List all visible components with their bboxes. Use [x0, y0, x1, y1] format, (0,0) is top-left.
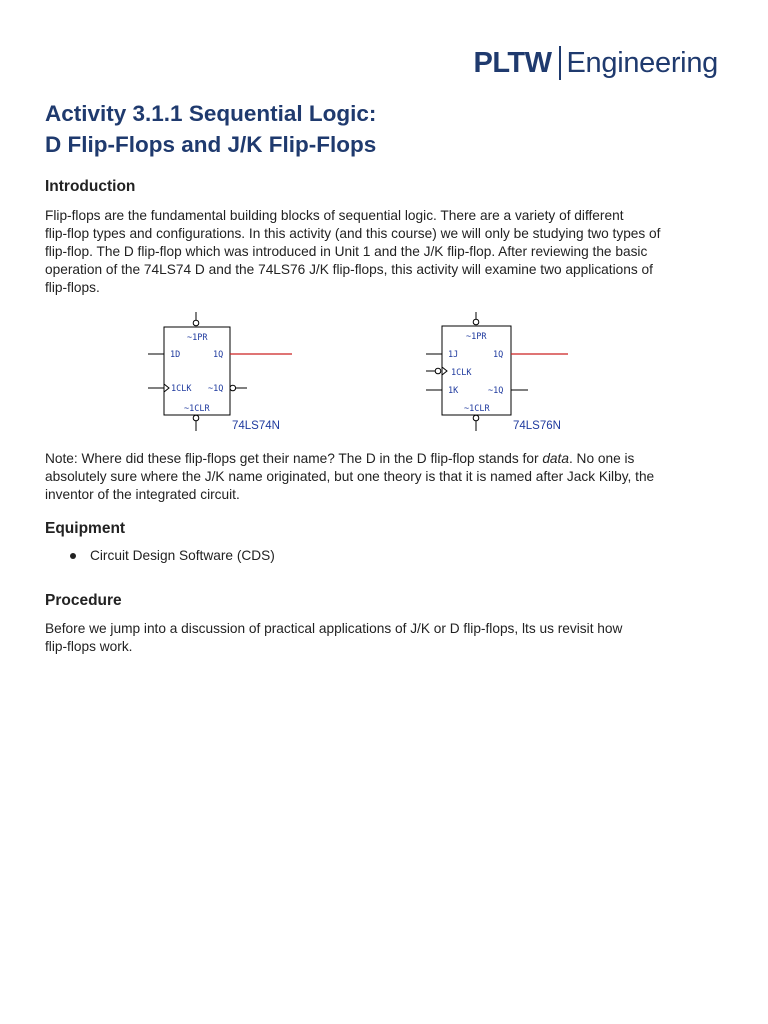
bullet-icon — [70, 553, 76, 559]
jk-pin-qbar: ~1Q — [488, 386, 504, 396]
procedure-heading: Procedure — [45, 592, 122, 609]
procedure-paragraph — [45, 620, 735, 656]
jk-part-number: 74LS76N — [513, 420, 561, 432]
jk-pin-pr: ~1PR — [466, 332, 487, 342]
title-line-1: Activity 3.1.1 Sequential Logic: — [45, 101, 377, 126]
title-line-2: D Flip-Flops and J/K Flip-Flops — [45, 132, 377, 157]
equipment-item-label: Circuit Design Software (CDS) — [90, 548, 275, 563]
d-pin-qbar: ~1Q — [208, 384, 224, 394]
jk-pin-k: 1K — [448, 386, 459, 396]
d-pr-inversion-bubble — [193, 320, 199, 326]
procedure-line: flip-flops work. — [45, 639, 133, 654]
logo-brand: PLTW — [473, 46, 552, 79]
intro-line: flip-flops. — [45, 280, 100, 295]
equipment-list-item — [70, 548, 275, 563]
equipment-heading: Equipment — [45, 520, 126, 537]
d-pin-clk: 1CLK — [171, 384, 192, 394]
intro-line: operation of the 74LS74 D and the 74LS76 J/K flip-flops, this activity will examine two applications of — [45, 262, 653, 277]
note-paragraph — [45, 450, 735, 504]
introduction-heading: Introduction — [45, 178, 136, 195]
jk-flipflop-diagram — [418, 310, 578, 435]
page-title — [45, 98, 376, 160]
logo-subtitle: Engineering — [566, 46, 718, 79]
d-clr-inversion-bubble — [193, 415, 199, 421]
intro-line: Flip-flops are the fundamental building blocks of sequential logic. There are a variety of different — [45, 208, 624, 223]
note-line-1 — [45, 450, 735, 468]
logo-divider — [559, 46, 561, 80]
intro-line: flip-flop. The D flip-flop which was introduced in Unit 1 and the J/K flip-flop. After reviewing the basic — [45, 244, 648, 259]
pltw-engineering-logo — [474, 46, 719, 80]
note-line-3: inventor of the integrated circuit. — [45, 487, 240, 502]
intro-line: flip-flop types and configurations. In this activity (and this course) we will only be studying two types of — [45, 226, 661, 241]
note-line-2: absolutely sure where the J/K name originated, but one theory is that it is named after Jack Kilby, the — [45, 469, 655, 484]
d-pin-q: 1Q — [213, 350, 224, 360]
note-emphasis: data — [542, 451, 569, 466]
jk-pin-q: 1Q — [493, 350, 504, 360]
note-text: Note: Where did these flip-flops get their name? The D in the D flip-flop stands for — [45, 451, 543, 466]
d-flipflop-diagram — [140, 310, 300, 435]
jk-pr-inversion-bubble — [473, 319, 479, 325]
d-pin-clr: ~1CLR — [184, 404, 210, 414]
d-pin-d: 1D — [170, 350, 181, 360]
d-part-number: 74LS74N — [232, 420, 280, 432]
procedure-line: Before we jump into a discussion of practical applications of J/K or D flip-flops, lts us revisit how — [45, 621, 623, 636]
note-text: . No one is — [568, 451, 635, 466]
jk-pin-clr: ~1CLR — [464, 404, 490, 414]
d-qbar-inversion-bubble — [230, 385, 236, 391]
jk-pin-j: 1J — [448, 350, 459, 360]
jk-clr-inversion-bubble — [473, 415, 479, 421]
jk-clk-inversion-bubble — [435, 368, 441, 374]
introduction-paragraph — [45, 207, 735, 297]
d-pin-pr: ~1PR — [187, 333, 208, 343]
jk-pin-clk: 1CLK — [451, 368, 472, 378]
